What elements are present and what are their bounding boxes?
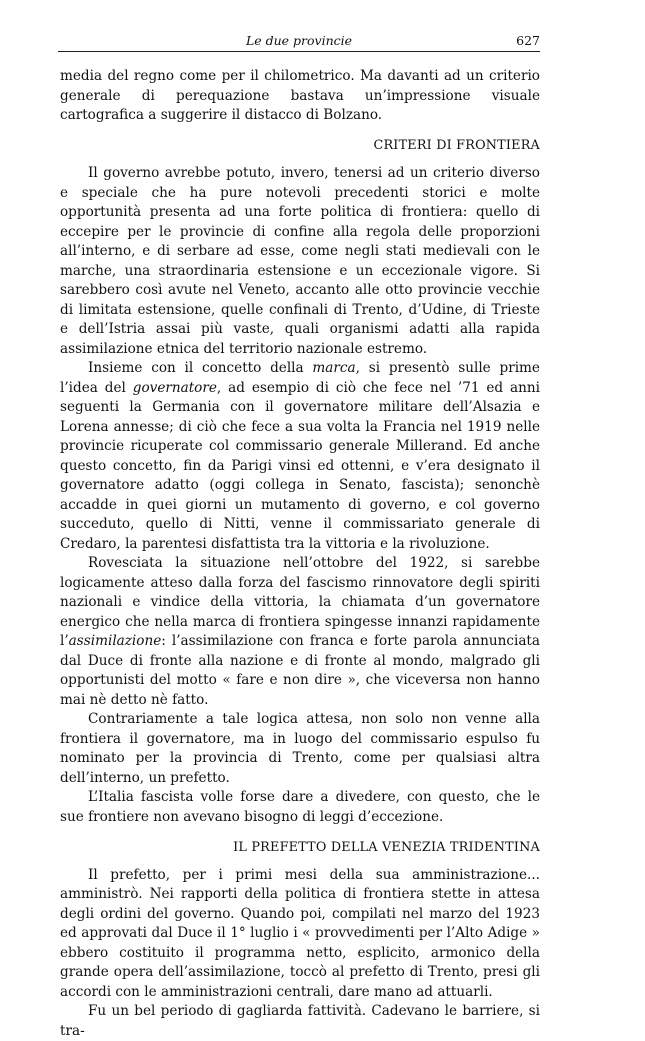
text-span: , si presentò sulle prime l’idea del <box>60 360 540 396</box>
running-header <box>58 33 540 52</box>
text-span: : l’assimilazione con franca e forte parola annunciata dal Duce di fronte alla nazione e di fronte al mondo, malgrado gli opportunisti del motto « fare e non dire », che viceversa non hanno mai nè detto nè fatto. <box>60 633 540 708</box>
page-number: 627 <box>516 33 540 48</box>
paragraph: Fu un bel periodo di gagliarda fattività. Cadevano le barriere, si tra- <box>60 1003 540 1039</box>
paragraph: L’Italia fascista volle forse dare a divedere, con questo, che le sue frontiere non avevano bisogno di leggi d’eccezione. <box>60 789 540 825</box>
paragraph: media del regno come per il chilometrico. Ma davanti ad un criterio generale di perequazione bastava un’impressione visuale cartografica a suggerire il distacco di Bolzano. <box>60 68 540 123</box>
italic-term: marca <box>312 360 356 376</box>
paragraph: Il prefetto, per i primi mesi della sua amministrazione... amministrò. Nei rapporti della politica di frontiera stette in attesa degli ordini del governo. Quando poi, compilati nel marzo del 1923 ed approvati dal Duce il 1° luglio i « provvedimenti per l’Alto Adige » ebbero costituito il programma netto, esplicito, armonico della grande opera dell’assimilazione, toccò al prefetto di Trento, presi gli accordi con le amministrazioni centrali, dare mano ad attuarli. <box>60 866 540 1000</box>
paragraph <box>60 554 540 710</box>
section-heading: CRITERI DI FRONTIERA <box>373 137 540 153</box>
section-heading: IL PREFETTO DELLA VENEZIA TRIDENTINA <box>233 840 540 855</box>
text-span: Rovesciata la situazione nell’ottobre del 1922, si sarebbe logicamente atteso dalla forza del fascismo rinnovatore degli spiriti nazionali e vindice della vittoria, la chiamata d’un governatore energico che nella marca di frontiera spingesse innanzi rapidamente l’ <box>60 555 540 649</box>
page-body <box>60 67 540 1041</box>
paragraph <box>60 359 540 554</box>
italic-term: assimilazione <box>68 633 162 649</box>
text-span: Insieme con il concetto della <box>88 360 313 376</box>
text-span: , ad esempio di ciò che fece nel ’71 ed anni seguenti la Germania con il governatore militare dell’Alsazia e Lorena annesse; di ciò che fece a sua volta la Francia nel 1919 nelle provincie ricuperate col commissario generale Millerand. Ed anche questo concetto, fin da Parigi vinsi ed ottenni, e v’era designato il governatore adatto (oggi collega in Senato, fascista); senonchè accadde in quei giorni un mutamento di governo, e col governo succeduto, quello di Nitti, venne il commissariato generale di Credaro, la parentesi disfattista tra la vittoria e la rivoluzione. <box>60 379 540 552</box>
running-title: Le due provincie <box>245 33 353 48</box>
italic-term: governatore <box>132 379 217 396</box>
paragraph: Il governo avrebbe potuto, invero, tenersi ad un criterio diverso e speciale che ha pure notevoli precedenti storici e molte opportunità presenta ad una forte politica di frontiera: quello di eccepire per le provincie di confine alla regola delle proporzioni all’interno, e di serbare ad esse, come negli stati medievali con le marche, una straordinaria estensione e un eccezionale vigore. Si sarebbero così avute nel Veneto, accanto alle otto provincie vecchie di limitata estensione, quelle confinali di Trento, d’Udine, di Trieste e dell’Istria assai più vaste, quali organismi adatti alla rapida assimilazione etnica del territorio nazionale estremo. <box>60 165 540 357</box>
paragraph: Contrariamente a tale logica attesa, non solo non venne alla frontiera il governatore, ma in luogo del commissario espulso fu nominato per la provincia di Trento, come per qualsiasi altra dell’interno, un prefetto. <box>60 711 540 786</box>
